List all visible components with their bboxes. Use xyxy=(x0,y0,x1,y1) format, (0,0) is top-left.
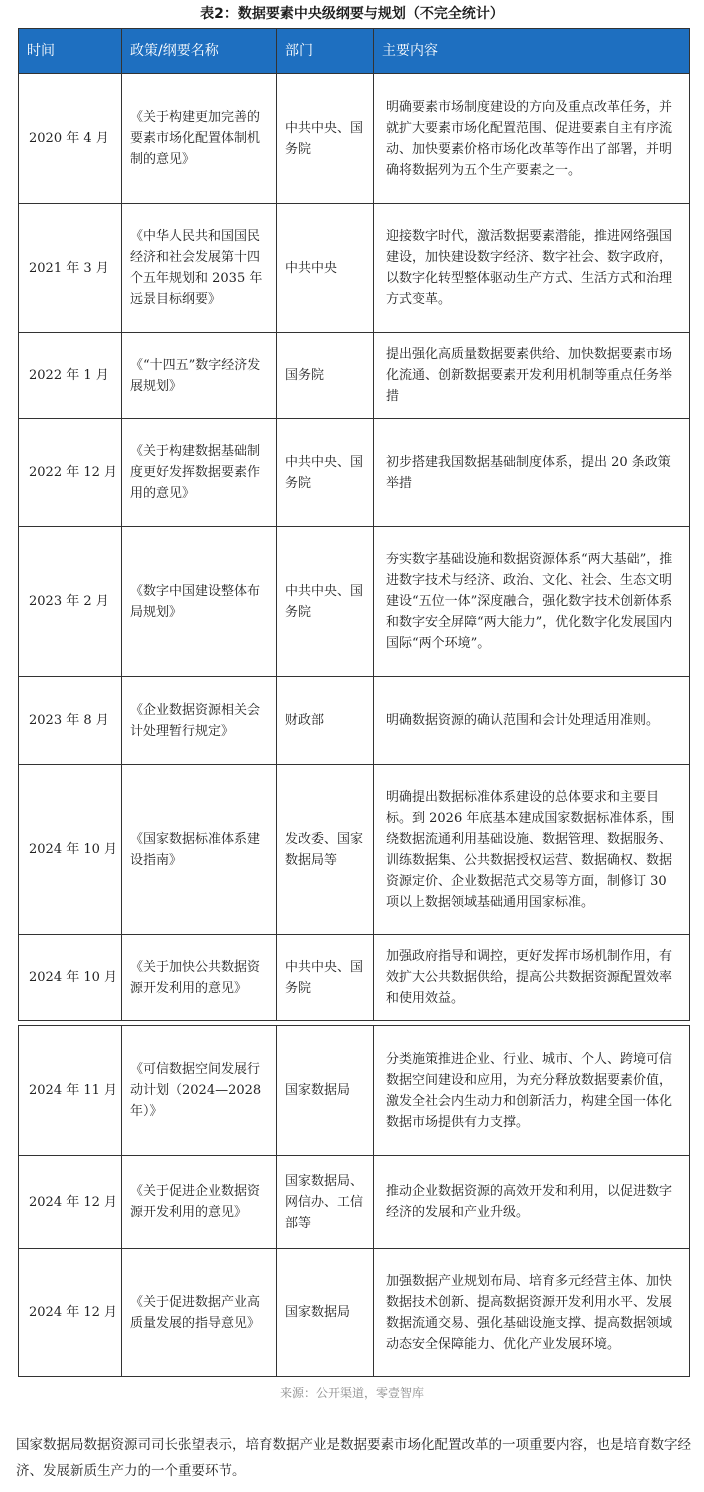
table-row xyxy=(19,677,690,765)
header-time: 时间 xyxy=(19,29,122,74)
cell-content: 明确要素市场制度建设的方向及重点改革任务，并就扩大要素市场化配置范围、促进要素自主有序流动、加快要素价格市场化改革等作出了部署，并明确将数据列为五个生产要素之一。 xyxy=(374,74,690,204)
cell-dept: 中共中央、国务院 xyxy=(277,419,374,527)
cell-name: 《可信数据空间发展行动计划（2024—2028 年）》 xyxy=(122,1026,277,1156)
cell-content: 推动企业数据资源的高效开发和利用，以促进数字经济的发展和产业升级。 xyxy=(374,1156,690,1249)
cell-content: 加强数据产业规划布局、培育多元经营主体、加快数据技术创新、提高数据资源开发利用水平、发展数据流通交易、强化基础设施支撑、提高数据领域动态安全保障能力、优化产业发展环境。 xyxy=(374,1249,690,1377)
cell-dept: 中共中央、国务院 xyxy=(277,527,374,677)
table-row xyxy=(19,74,690,204)
table-row xyxy=(19,333,690,419)
cell-name: 《“十四五”数字经济发展规划》 xyxy=(122,333,277,419)
table-row xyxy=(19,1249,690,1377)
cell-name: 《关于构建数据基础制度更好发挥数据要素作用的意见》 xyxy=(122,419,277,527)
cell-time: 2024 年 10 月 xyxy=(19,935,122,1021)
cell-name: 《关于构建更加完善的要素市场化配置体制机制的意见》 xyxy=(122,74,277,204)
source-caption: 来源：公开渠道，零壹智库 xyxy=(279,1386,424,1400)
cell-dept: 发改委、国家数据局等 xyxy=(277,765,374,935)
cell-dept: 财政部 xyxy=(277,677,374,765)
cell-dept: 国家数据局 xyxy=(277,1026,374,1156)
table-row xyxy=(19,1026,690,1156)
cell-time: 2022 年 12 月 xyxy=(19,419,122,527)
cell-time: 2024 年 10 月 xyxy=(19,765,122,935)
cell-dept: 国家数据局 xyxy=(277,1249,374,1377)
cell-time: 2023 年 8 月 xyxy=(19,677,122,765)
cell-time: 2022 年 1 月 xyxy=(19,333,122,419)
table-row xyxy=(19,419,690,527)
header-name: 政策/纲要名称 xyxy=(122,29,277,74)
cell-name: 《关于促进数据产业高质量发展的指导意见》 xyxy=(122,1249,277,1377)
cell-time: 2024 年 12 月 xyxy=(19,1249,122,1377)
cell-dept: 中共中央 xyxy=(277,204,374,333)
cell-content: 迎接数字时代，激活数据要素潜能，推进网络强国建设，加快建设数字经济、数字社会、数字政府，以数字化转型整体驱动生产方式、生活方式和治理方式变革。 xyxy=(374,204,690,333)
header-dept: 部门 xyxy=(277,29,374,74)
policy-table-continued xyxy=(18,1025,690,1377)
table-row xyxy=(19,765,690,935)
cell-time: 2020 年 4 月 xyxy=(19,74,122,204)
cell-name: 《关于促进企业数据资源开发利用的意见》 xyxy=(122,1156,277,1249)
cell-dept: 中共中央、国务院 xyxy=(277,935,374,1021)
cell-time: 2021 年 3 月 xyxy=(19,204,122,333)
cell-dept: 国家数据局、网信办、工信部等 xyxy=(277,1156,374,1249)
cell-time: 2023 年 2 月 xyxy=(19,527,122,677)
table-title: 表2：数据要素中央级纲要与规划（不完全统计） xyxy=(200,6,504,22)
cell-content: 明确提出数据标准体系建设的总体要求和主要目标。到 2026 年底基本建成国家数据标准体系，围绕数据流通利用基础设施、数据管理、数据服务、训练数据集、公共数据授权运营、数据确权、数据资源定价、企业数据范式交易等方面，制修订 30 项以上数据领域基础通用国家标准。 xyxy=(374,765,690,935)
cell-name: 《中华人民共和国国民经济和社会发展第十四个五年规划和 2035 年远景目标纲要》 xyxy=(122,204,277,333)
cell-content: 明确数据资源的确认范围和会计处理适用准则。 xyxy=(374,677,690,765)
cell-content: 加强政府指导和调控，更好发挥市场机制作用，有效扩大公共数据供给，提高公共数据资源配置效率和使用效益。 xyxy=(374,935,690,1021)
table-row xyxy=(19,1156,690,1249)
body-paragraph: 国家数据局数据资源司司长张望表示，培育数据产业是数据要素市场化配置改革的一项重要内容，也是培育数字经济、发展新质生产力的一个重要环节。 xyxy=(16,1437,691,1479)
table-row xyxy=(19,527,690,677)
table-header-row xyxy=(19,29,690,74)
cell-name: 《企业数据资源相关会计处理暂行规定》 xyxy=(122,677,277,765)
cell-content: 分类施策推进企业、行业、城市、个人、跨境可信数据空间建设和应用，为充分释放数据要素价值，激发全社会内生动力和创新活力，构建全国一体化数据市场提供有力支撑。 xyxy=(374,1026,690,1156)
cell-time: 2024 年 12 月 xyxy=(19,1156,122,1249)
cell-dept: 国务院 xyxy=(277,333,374,419)
cell-name: 《关于加快公共数据资源开发利用的意见》 xyxy=(122,935,277,1021)
cell-content: 提出强化高质量数据要素供给、加快数据要素市场化流通、创新数据要素开发利用机制等重点任务举措 xyxy=(374,333,690,419)
table-row xyxy=(19,204,690,333)
table-row xyxy=(19,935,690,1021)
cell-name: 《国家数据标准体系建设指南》 xyxy=(122,765,277,935)
header-content: 主要内容 xyxy=(374,29,690,74)
cell-content: 初步搭建我国数据基础制度体系，提出 20 条政策举措 xyxy=(374,419,690,527)
cell-name: 《数字中国建设整体布局规划》 xyxy=(122,527,277,677)
policy-table xyxy=(18,28,690,1021)
cell-dept: 中共中央、国务院 xyxy=(277,74,374,204)
cell-time: 2024 年 11 月 xyxy=(19,1026,122,1156)
cell-content: 夯实数字基础设施和数据资源体系“两大基础”，推进数字技术与经济、政治、文化、社会、生态文明建设“五位一体”深度融合，强化数字技术创新体系和数字安全屏障“两大能力”，优化数字化发展国内国际“两个环境”。 xyxy=(374,527,690,677)
